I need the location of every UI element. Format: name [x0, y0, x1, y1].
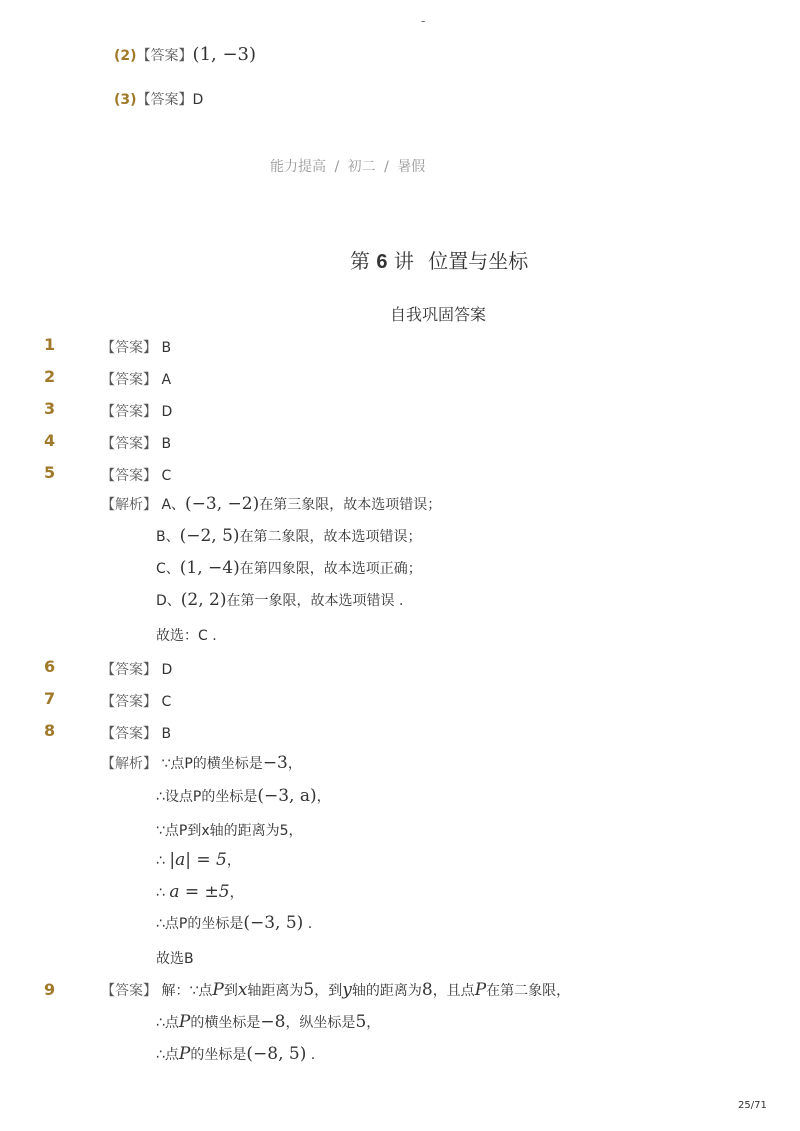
text: ∴设点P的坐标是: [156, 789, 258, 805]
page-number: 25/71: [738, 1100, 767, 1111]
math: 5: [303, 980, 315, 1000]
text: 到: [223, 983, 238, 999]
explanation-line: [156, 850, 241, 870]
text: ，: [226, 853, 241, 869]
lecture-suffix: 讲: [393, 249, 414, 273]
text: ，: [366, 1015, 381, 1031]
text: 的坐标是: [190, 1047, 247, 1063]
text: A、: [161, 497, 186, 513]
explanation-line: [156, 913, 312, 933]
answer-value: A: [161, 372, 172, 388]
question-number: 3: [44, 399, 56, 418]
breadcrumb: 能力提高 / 初二 / 暑假: [270, 159, 426, 175]
prev-answer-num: (2): [114, 48, 137, 64]
explanation-line: 故选B: [156, 951, 194, 967]
math: 5: [355, 1012, 367, 1032]
text: ，: [229, 885, 244, 901]
text: 轴距离为: [247, 983, 304, 999]
math: −8: [260, 1012, 286, 1032]
answer-tag: 【答案】: [136, 92, 193, 108]
answer-value: B: [161, 340, 172, 356]
prev-answer-num: (3): [114, 92, 137, 108]
answer-tag: 【答案】: [101, 404, 157, 420]
prev-answer-2: [114, 44, 256, 65]
math: P: [178, 1044, 191, 1064]
answer-tag: 【答案】: [101, 436, 157, 452]
explanation-line: [156, 590, 403, 610]
question-number: 6: [44, 657, 56, 676]
answer-text: D: [192, 92, 204, 108]
text: B、: [156, 529, 180, 545]
text: ∴: [156, 885, 170, 901]
question-number: 9: [44, 980, 56, 999]
explanation-line: [156, 786, 331, 806]
page-title: [350, 245, 528, 274]
lecture-number: 6: [376, 251, 388, 273]
math: (−3, a): [257, 786, 317, 806]
question-number: 5: [44, 463, 56, 482]
answer-tag: 【答案】: [101, 468, 157, 484]
text: D、: [156, 593, 181, 609]
answer-tag: 【答案】: [101, 983, 157, 999]
text: ∵点P的横坐标是: [161, 756, 263, 772]
math: (−8, 5): [246, 1044, 307, 1064]
answer-line: [101, 980, 570, 1000]
text: ∴点: [156, 1047, 179, 1063]
explanation-line: [156, 526, 422, 546]
math: (2, 2): [180, 590, 227, 610]
answer-line: [101, 369, 171, 389]
text: ∴: [156, 853, 170, 869]
text: 的横坐标是: [190, 1015, 261, 1031]
question-number: 2: [44, 367, 56, 386]
answer-value: B: [161, 436, 172, 452]
text: 在第二象限，: [486, 983, 571, 999]
answer-line: [101, 401, 172, 421]
math: P: [212, 980, 224, 1000]
solution-line: [156, 1012, 380, 1032]
math: (1, −4): [179, 558, 240, 578]
prev-answer-3: [114, 89, 203, 109]
math: x: [237, 980, 248, 1000]
question-number: 4: [44, 431, 56, 450]
explanation-line: [156, 558, 422, 578]
text: 在第二象限，故本选项错误；: [239, 529, 422, 545]
text: 在第三象限，故本选项错误；: [259, 497, 442, 513]
explanation-line: [101, 494, 441, 514]
math: −3: [262, 753, 288, 773]
text: 轴的距离为: [351, 983, 422, 999]
explanation-line: [101, 753, 302, 773]
text: 在第四象限，故本选项正确；: [239, 561, 422, 577]
text: .: [303, 916, 313, 932]
answer-value: D: [161, 662, 173, 678]
answer-value: B: [161, 726, 172, 742]
question-number: 8: [44, 721, 56, 740]
math: 8: [421, 980, 433, 1000]
answer-tag: 【答案】: [101, 726, 157, 742]
math: |a| = 5: [169, 850, 227, 870]
text: C、: [156, 561, 180, 577]
answer-line: [101, 465, 171, 485]
solution-line: [156, 1044, 315, 1064]
answer-tag: 【答案】: [101, 694, 157, 710]
math: P: [178, 1012, 191, 1032]
answer-line: [101, 691, 171, 711]
math: a = ±5: [169, 882, 230, 902]
question-number: 7: [44, 689, 56, 708]
explain-tag: 【解析】: [101, 756, 157, 772]
answer-math: (1, −3): [192, 44, 257, 65]
text: 在第一象限，故本选项错误 .: [226, 593, 404, 609]
answer-value: D: [161, 404, 173, 420]
text: .: [306, 1047, 316, 1063]
lecture-topic: 位置与坐标: [428, 249, 529, 273]
answer-line: [101, 659, 172, 679]
answer-tag: 【答案】: [136, 48, 193, 64]
explanation-line: 故选：C .: [156, 628, 217, 644]
answer-line: [101, 723, 171, 743]
math: (−2, 5): [179, 526, 240, 546]
answer-value: C: [161, 694, 172, 710]
lecture-prefix: 第: [350, 249, 370, 273]
text: 解：∵点: [161, 983, 213, 999]
explain-tag: 【解析】: [101, 497, 157, 513]
answer-value: C: [161, 468, 172, 484]
text: ∴点: [156, 1015, 179, 1031]
math: y: [342, 980, 352, 1000]
explanation-line: ∵点P到x轴的距离为5，: [156, 823, 303, 839]
question-number: 1: [44, 335, 56, 354]
text: ，: [316, 789, 331, 805]
text: ，: [287, 756, 302, 772]
answer-line: [101, 433, 171, 453]
math: P: [474, 980, 487, 1000]
answer-tag: 【答案】: [101, 662, 157, 678]
top-mark: -: [421, 14, 426, 28]
math: (−3, 5): [243, 913, 304, 933]
section-title: 自我巩固答案: [390, 305, 487, 324]
answer-line: [101, 337, 171, 357]
text: ，且点: [432, 983, 475, 999]
text: ∴点P的坐标是: [156, 916, 244, 932]
answer-tag: 【答案】: [101, 372, 157, 388]
answer-tag: 【答案】: [101, 340, 157, 356]
text: ，到: [314, 983, 343, 999]
math: (−3, −2): [185, 494, 260, 514]
explanation-line: [156, 882, 244, 902]
text: ，纵坐标是: [285, 1015, 356, 1031]
